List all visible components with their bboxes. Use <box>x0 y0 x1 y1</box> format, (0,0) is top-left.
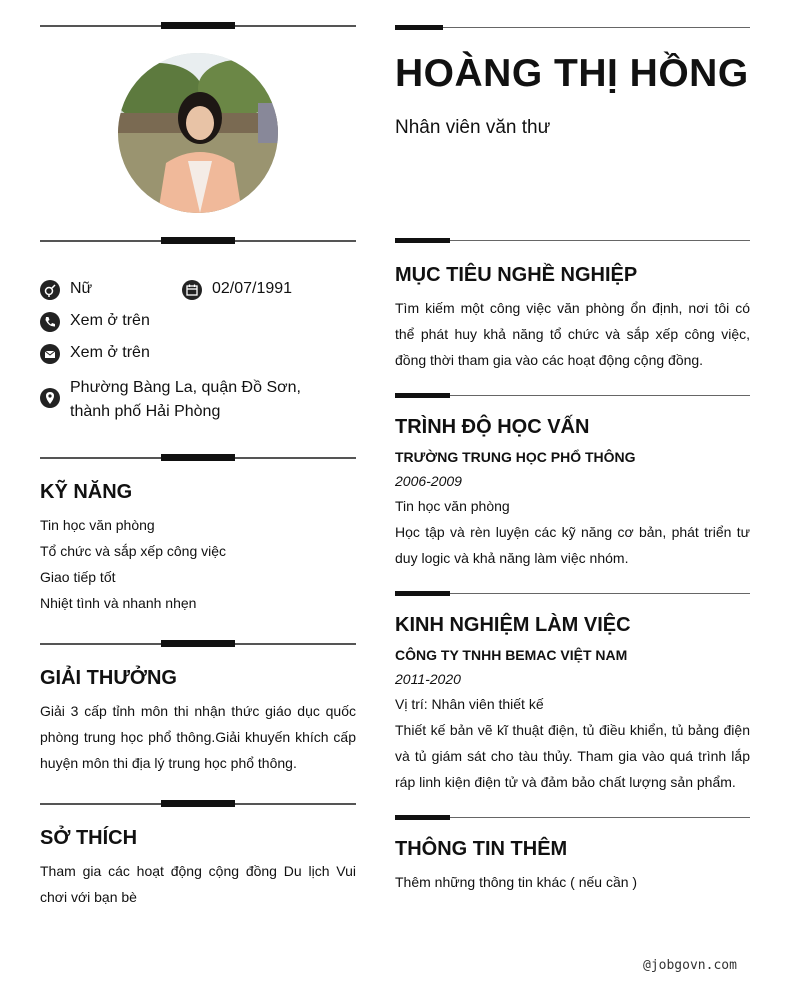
address-row <box>40 376 340 424</box>
gender-icon <box>40 280 60 300</box>
address-value: Phường Bàng La, quận Đồ Sơn, thành phố Hải Phòng <box>70 379 301 420</box>
objective-text: Tìm kiếm một công việc văn phòng ổn định, nơi tôi có thể phát huy khả năng tổ chức và sắp xếp công việc, đồng thời tham gia vào các hoạt động cộng đồng. <box>395 300 750 368</box>
divider-skills <box>40 457 356 459</box>
candidate-name: HOÀNG THỊ HỒNG <box>395 52 749 95</box>
experience-description: Thiết kế bản vẽ kĩ thuật điện, tủ điều khiển, tủ bảng điện và tủ giám sát cho tàu thủy. Tham gia vào quá trình lắp ráp linh kiện điện tử và đảm bảo chất lượng sản phẩm. <box>395 722 750 790</box>
education-title: TRÌNH ĐỘ HỌC VẤN <box>395 416 590 438</box>
mail-icon <box>40 344 60 364</box>
calendar-icon <box>182 280 202 300</box>
education-period: 2006-2009 <box>395 473 462 489</box>
divider-awards <box>40 643 356 645</box>
skill-item: Tin học văn phòng <box>40 517 155 533</box>
phone-value: Xem ở trên <box>70 312 150 329</box>
dob-row <box>182 280 292 300</box>
education-school: TRƯỜNG TRUNG HỌC PHỔ THÔNG <box>395 449 636 465</box>
hobbies-title: SỞ THÍCH <box>40 827 138 849</box>
divider-education <box>395 395 750 396</box>
divider-experience <box>395 593 750 594</box>
divider-profile <box>40 240 356 242</box>
experience-title: KINH NGHIỆM LÀM VIỆC <box>395 614 631 636</box>
divider-hobbies <box>40 803 356 805</box>
divider-top-right <box>395 27 750 28</box>
skill-item: Giao tiếp tốt <box>40 569 116 585</box>
skills-title: KỸ NĂNG <box>40 481 133 503</box>
profile-photo <box>118 53 278 213</box>
skill-item: Tổ chức và sắp xếp công việc <box>40 543 227 559</box>
divider-objective <box>395 240 750 241</box>
gender-row <box>40 280 92 300</box>
extra-title: THÔNG TIN THÊM <box>395 838 568 860</box>
location-pin-icon <box>40 388 60 408</box>
dob-value: 02/07/1991 <box>212 280 293 297</box>
avatar <box>118 53 278 213</box>
awards-title: GIẢI THƯỞNG <box>40 667 177 689</box>
gender-value: Nữ <box>70 280 93 297</box>
experience-period: 2011-2020 <box>395 671 461 687</box>
education-major: Tin học văn phòng <box>395 498 510 514</box>
divider-extra <box>395 817 750 818</box>
email-row <box>40 344 150 364</box>
phone-row <box>40 312 150 332</box>
phone-icon <box>40 312 60 332</box>
hobbies-text: Tham gia các hoạt động cộng đồng Du lịch Vui chơi với bạn bè <box>40 863 356 905</box>
extra-text: Thêm những thông tin khác ( nếu cần ) <box>395 874 638 890</box>
education-description: Học tập và rèn luyện các kỹ năng cơ bản, phát triển tư duy logic và khả năng làm việc nhóm. <box>395 524 750 566</box>
objective-title: MỤC TIÊU NGHỀ NGHIỆP <box>395 264 638 286</box>
email-value: Xem ở trên <box>70 344 150 361</box>
skill-item: Nhiệt tình và nhanh nhẹn <box>40 595 197 611</box>
watermark: @jobgovn.com <box>643 958 737 973</box>
experience-position: Vị trí: Nhân viên thiết kế <box>395 696 544 712</box>
job-title: Nhân viên văn thư <box>395 117 551 138</box>
experience-company: CÔNG TY TNHH BEMAC VIỆT NAM <box>395 647 628 663</box>
awards-text: Giải 3 cấp tỉnh môn thi nhận thức giáo dục quốc phòng trung học phổ thông.Giải khuyến khích cấp huyện môn thi địa lý trung học phổ thông. <box>40 703 356 771</box>
divider-top-left <box>40 25 356 27</box>
